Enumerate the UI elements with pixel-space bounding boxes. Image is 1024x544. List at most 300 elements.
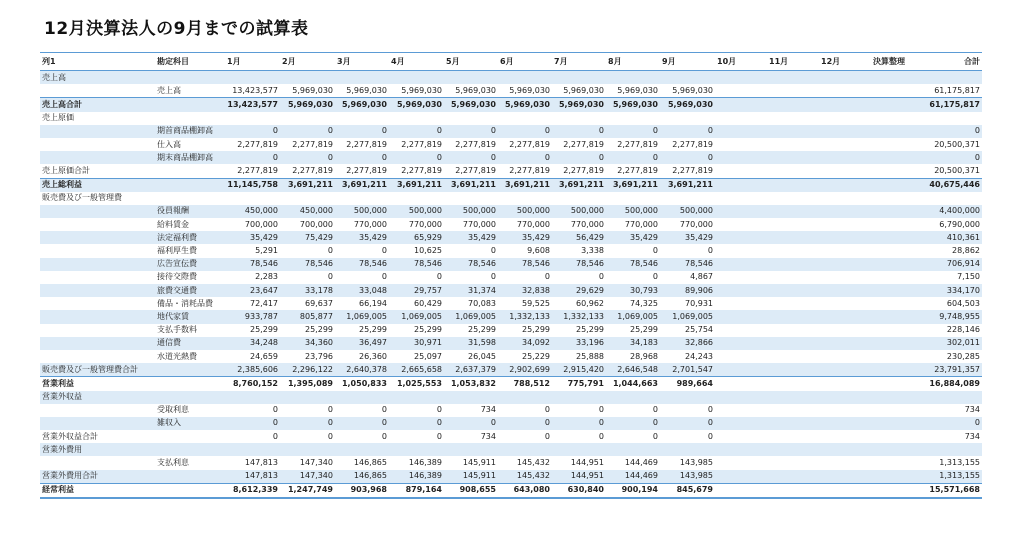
account-cell[interactable] (155, 363, 225, 377)
month-value-cell[interactable]: 1,069,005 (660, 310, 715, 323)
category-cell[interactable] (40, 138, 155, 151)
month-value-cell[interactable]: 1,044,663 (606, 377, 660, 391)
category-cell[interactable] (40, 456, 155, 469)
category-cell[interactable] (40, 297, 155, 310)
month-value-cell[interactable] (498, 112, 552, 125)
category-cell[interactable]: 販売費及び一般管理費 (42, 193, 122, 203)
month-value-cell[interactable]: 25,299 (305, 325, 333, 335)
month-value-cell[interactable]: 56,429 (552, 231, 606, 244)
total-cell[interactable]: 61,175,817 (934, 85, 980, 95)
column-header[interactable]: 11月 (767, 53, 819, 71)
month-value-cell[interactable]: 144,469 (624, 458, 658, 468)
month-value-cell[interactable]: 0 (606, 417, 660, 430)
month-value-cell[interactable]: 1,332,133 (498, 310, 552, 323)
empty-cell[interactable] (767, 470, 819, 484)
account-cell[interactable]: 期末商品棚卸高 (155, 151, 225, 164)
empty-cell[interactable] (871, 430, 925, 443)
month-value-cell[interactable] (498, 71, 552, 85)
account-cell[interactable] (155, 112, 225, 125)
month-value-cell[interactable] (444, 112, 498, 125)
month-value-cell[interactable]: 5,969,030 (509, 85, 550, 95)
empty-cell[interactable] (871, 205, 925, 218)
month-value-cell[interactable]: 25,299 (522, 325, 550, 335)
total-cell[interactable]: 28,862 (952, 246, 980, 256)
account-cell[interactable] (155, 443, 225, 456)
month-value-cell[interactable] (225, 112, 280, 125)
empty-cell[interactable] (767, 205, 819, 218)
empty-cell[interactable] (871, 483, 925, 498)
account-cell[interactable]: 水道光熱費 (157, 351, 197, 361)
category-cell[interactable]: 経常利益 (40, 483, 155, 498)
month-value-cell[interactable] (225, 391, 280, 404)
empty-cell[interactable] (715, 337, 767, 350)
month-value-cell[interactable]: 0 (327, 246, 333, 256)
total-cell[interactable]: 604,503 (946, 298, 980, 308)
empty-cell[interactable] (819, 125, 871, 138)
empty-cell[interactable] (767, 443, 819, 456)
month-value-cell[interactable]: 33,048 (335, 284, 389, 297)
month-value-cell[interactable] (552, 391, 606, 404)
month-value-cell[interactable]: 3,691,211 (606, 178, 660, 192)
account-cell[interactable]: 広告宣伝費 (155, 258, 225, 271)
account-cell[interactable]: 法定福利費 (155, 231, 225, 244)
month-value-cell[interactable]: 845,679 (660, 483, 715, 498)
month-value-cell[interactable]: 2,277,819 (563, 139, 604, 149)
empty-cell[interactable] (767, 231, 819, 244)
empty-cell[interactable] (767, 417, 819, 430)
category-cell[interactable] (40, 231, 155, 244)
total-cell[interactable] (925, 192, 982, 205)
account-cell[interactable]: 給料賃金 (157, 219, 189, 229)
month-value-cell[interactable]: 0 (225, 125, 280, 138)
category-cell[interactable]: 売上総利益 (40, 178, 155, 192)
month-value-cell[interactable] (552, 443, 606, 456)
category-cell[interactable]: 営業外収益 (40, 391, 155, 404)
month-value-cell[interactable]: 143,985 (679, 458, 713, 468)
empty-cell[interactable] (715, 363, 767, 377)
month-value-cell[interactable] (389, 443, 444, 456)
empty-cell[interactable] (767, 377, 819, 391)
month-value-cell[interactable]: 1,050,833 (335, 377, 389, 391)
month-value-cell[interactable]: 5,969,030 (660, 98, 715, 112)
empty-cell[interactable] (767, 456, 819, 469)
month-value-cell[interactable]: 5,969,030 (389, 98, 444, 112)
empty-cell[interactable] (767, 350, 819, 363)
category-cell[interactable] (40, 417, 155, 430)
account-cell[interactable]: 通信費 (155, 337, 225, 350)
month-value-cell[interactable]: 35,429 (335, 231, 389, 244)
total-cell[interactable]: 16,884,089 (925, 377, 982, 391)
empty-cell[interactable] (715, 71, 767, 85)
month-value-cell[interactable]: 0 (436, 272, 442, 282)
month-value-cell[interactable]: 5,969,030 (498, 98, 552, 112)
category-cell[interactable] (40, 205, 155, 218)
month-value-cell[interactable]: 1,247,749 (280, 483, 335, 498)
empty-cell[interactable] (715, 258, 767, 271)
month-value-cell[interactable] (552, 192, 606, 205)
month-value-cell[interactable]: 34,248 (225, 337, 280, 350)
empty-cell[interactable] (715, 391, 767, 404)
total-cell[interactable]: 1,313,155 (939, 458, 980, 468)
empty-cell[interactable] (871, 310, 925, 323)
empty-cell[interactable] (819, 71, 871, 85)
account-cell[interactable] (155, 164, 225, 178)
month-value-cell[interactable]: 0 (280, 125, 335, 138)
empty-cell[interactable] (871, 218, 925, 231)
month-value-cell[interactable]: 500,000 (335, 205, 389, 218)
month-value-cell[interactable]: 2,277,819 (672, 139, 713, 149)
empty-cell[interactable] (715, 112, 767, 125)
month-value-cell[interactable] (280, 391, 335, 404)
month-value-cell[interactable]: 145,911 (444, 470, 498, 484)
column-header[interactable]: 2月 (280, 53, 335, 71)
month-value-cell[interactable]: 8,760,152 (225, 377, 280, 391)
empty-cell[interactable] (767, 84, 819, 98)
month-value-cell[interactable]: 2,296,122 (280, 363, 335, 377)
month-value-cell[interactable]: 1,069,005 (444, 310, 498, 323)
empty-cell[interactable] (715, 324, 767, 337)
empty-cell[interactable] (871, 271, 925, 284)
total-cell[interactable]: 706,914 (925, 258, 982, 271)
column-header[interactable]: 10月 (715, 53, 767, 71)
month-value-cell[interactable] (660, 112, 715, 125)
column-header[interactable]: 8月 (606, 53, 660, 71)
month-value-cell[interactable]: 24,659 (250, 351, 278, 361)
month-value-cell[interactable]: 734 (480, 431, 496, 441)
empty-cell[interactable] (819, 98, 871, 112)
empty-cell[interactable] (819, 470, 871, 484)
month-value-cell[interactable]: 903,968 (335, 483, 389, 498)
month-value-cell[interactable] (606, 112, 660, 125)
empty-cell[interactable] (715, 377, 767, 391)
empty-cell[interactable] (767, 71, 819, 85)
month-value-cell[interactable]: 2,637,379 (444, 363, 498, 377)
month-value-cell[interactable]: 0 (552, 417, 606, 430)
month-value-cell[interactable]: 5,969,030 (292, 85, 333, 95)
month-value-cell[interactable]: 0 (335, 151, 389, 164)
total-cell[interactable]: 23,791,357 (925, 363, 982, 377)
total-cell[interactable] (925, 112, 982, 125)
empty-cell[interactable] (715, 443, 767, 456)
month-value-cell[interactable]: 4,867 (690, 272, 713, 282)
empty-cell[interactable] (819, 417, 871, 430)
month-value-cell[interactable]: 3,691,211 (552, 178, 606, 192)
month-value-cell[interactable]: 788,512 (498, 377, 552, 391)
empty-cell[interactable] (819, 443, 871, 456)
month-value-cell[interactable]: 0 (544, 431, 550, 441)
column-header[interactable]: 3月 (335, 53, 389, 71)
month-value-cell[interactable] (280, 71, 335, 85)
month-value-cell[interactable]: 0 (544, 272, 550, 282)
category-cell[interactable] (40, 337, 155, 350)
month-value-cell[interactable]: 3,691,211 (280, 178, 335, 192)
month-value-cell[interactable]: 1,069,005 (389, 310, 444, 323)
month-value-cell[interactable]: 2,277,819 (509, 139, 550, 149)
category-cell[interactable] (40, 284, 155, 297)
total-cell[interactable] (925, 391, 982, 404)
total-cell[interactable]: 410,361 (925, 231, 982, 244)
category-cell[interactable]: 売上高 (40, 71, 155, 85)
empty-cell[interactable] (819, 337, 871, 350)
month-value-cell[interactable]: 500,000 (660, 205, 715, 218)
month-value-cell[interactable]: 0 (652, 405, 658, 415)
month-value-cell[interactable] (335, 443, 389, 456)
month-value-cell[interactable]: 770,000 (516, 219, 550, 229)
column-header[interactable]: 6月 (498, 53, 552, 71)
account-cell[interactable]: 接待交際費 (157, 272, 197, 282)
empty-cell[interactable] (715, 98, 767, 112)
month-value-cell[interactable]: 78,546 (389, 258, 444, 271)
month-value-cell[interactable]: 145,432 (498, 470, 552, 484)
empty-cell[interactable] (767, 271, 819, 284)
month-value-cell[interactable]: 24,243 (685, 351, 713, 361)
empty-cell[interactable] (819, 138, 871, 151)
month-value-cell[interactable] (498, 192, 552, 205)
category-cell[interactable]: 営業外費用合計 (40, 470, 155, 484)
empty-cell[interactable] (767, 98, 819, 112)
empty-cell[interactable] (715, 271, 767, 284)
month-value-cell[interactable] (552, 112, 606, 125)
month-value-cell[interactable]: 70,083 (468, 298, 496, 308)
month-value-cell[interactable]: 3,691,211 (389, 178, 444, 192)
month-value-cell[interactable]: 13,423,577 (225, 98, 280, 112)
month-value-cell[interactable]: 0 (544, 405, 550, 415)
month-value-cell[interactable]: 25,229 (522, 351, 550, 361)
account-cell[interactable]: 地代家賃 (155, 310, 225, 323)
empty-cell[interactable] (819, 151, 871, 164)
month-value-cell[interactable]: 500,000 (389, 205, 444, 218)
month-value-cell[interactable]: 900,194 (606, 483, 660, 498)
month-value-cell[interactable]: 1,069,005 (335, 310, 389, 323)
empty-cell[interactable] (715, 350, 767, 363)
empty-cell[interactable] (871, 84, 925, 98)
category-cell[interactable]: 営業外費用 (40, 443, 155, 456)
empty-cell[interactable] (767, 112, 819, 125)
month-value-cell[interactable]: 146,389 (408, 458, 442, 468)
total-cell[interactable]: 230,285 (946, 351, 980, 361)
empty-cell[interactable] (715, 417, 767, 430)
month-value-cell[interactable]: 0 (552, 151, 606, 164)
month-value-cell[interactable]: 0 (272, 431, 278, 441)
total-cell[interactable]: 302,011 (925, 337, 982, 350)
month-value-cell[interactable]: 2,277,819 (292, 139, 333, 149)
month-value-cell[interactable]: 60,962 (576, 298, 604, 308)
empty-cell[interactable] (715, 231, 767, 244)
month-value-cell[interactable]: 25,299 (630, 325, 658, 335)
month-value-cell[interactable] (606, 192, 660, 205)
month-value-cell[interactable]: 0 (598, 431, 604, 441)
month-value-cell[interactable]: 0 (498, 151, 552, 164)
empty-cell[interactable] (871, 337, 925, 350)
empty-cell[interactable] (871, 112, 925, 125)
month-value-cell[interactable]: 2,277,819 (346, 165, 387, 175)
month-value-cell[interactable]: 0 (707, 405, 713, 415)
month-value-cell[interactable]: 1,053,832 (444, 377, 498, 391)
month-value-cell[interactable]: 143,985 (660, 470, 715, 484)
month-value-cell[interactable]: 30,793 (606, 284, 660, 297)
empty-cell[interactable] (871, 324, 925, 337)
month-value-cell[interactable]: 25,888 (576, 351, 604, 361)
month-value-cell[interactable]: 0 (436, 405, 442, 415)
empty-cell[interactable] (767, 192, 819, 205)
empty-cell[interactable] (819, 218, 871, 231)
month-value-cell[interactable]: 989,664 (660, 377, 715, 391)
month-value-cell[interactable]: 500,000 (552, 205, 606, 218)
total-cell[interactable]: 1,313,155 (925, 470, 982, 484)
month-value-cell[interactable]: 31,598 (444, 337, 498, 350)
column-header[interactable]: 5月 (444, 53, 498, 71)
empty-cell[interactable] (767, 258, 819, 271)
month-value-cell[interactable]: 0 (652, 431, 658, 441)
month-value-cell[interactable]: 78,546 (225, 258, 280, 271)
month-value-cell[interactable] (280, 192, 335, 205)
category-cell[interactable]: 売上高合計 (40, 98, 155, 112)
month-value-cell[interactable]: 145,911 (462, 458, 496, 468)
month-value-cell[interactable]: 0 (606, 151, 660, 164)
month-value-cell[interactable]: 5,969,030 (672, 85, 713, 95)
month-value-cell[interactable] (335, 112, 389, 125)
month-value-cell[interactable]: 11,145,758 (225, 178, 280, 192)
month-value-cell[interactable]: 2,277,819 (509, 165, 550, 175)
account-cell[interactable] (155, 178, 225, 192)
month-value-cell[interactable]: 770,000 (570, 219, 604, 229)
total-cell[interactable]: 6,790,000 (939, 219, 980, 229)
column-header[interactable]: 1月 (225, 53, 280, 71)
month-value-cell[interactable]: 13,423,577 (232, 85, 278, 95)
column-header[interactable]: 合計 (925, 53, 982, 71)
month-value-cell[interactable]: 2,646,548 (606, 363, 660, 377)
month-value-cell[interactable]: 1,025,553 (389, 377, 444, 391)
month-value-cell[interactable] (552, 71, 606, 85)
account-cell[interactable]: 売上高 (157, 85, 181, 95)
empty-cell[interactable] (767, 284, 819, 297)
category-cell[interactable] (40, 258, 155, 271)
month-value-cell[interactable]: 74,325 (630, 298, 658, 308)
account-cell[interactable] (155, 483, 225, 498)
month-value-cell[interactable]: 2,915,420 (552, 363, 606, 377)
month-value-cell[interactable]: 5,969,030 (455, 85, 496, 95)
month-value-cell[interactable] (606, 443, 660, 456)
month-value-cell[interactable]: 0 (444, 151, 498, 164)
month-value-cell[interactable]: 31,374 (444, 284, 498, 297)
total-cell[interactable]: 734 (964, 405, 980, 415)
month-value-cell[interactable]: 25,299 (414, 325, 442, 335)
total-cell[interactable] (925, 71, 982, 85)
total-cell[interactable]: 20,500,371 (934, 139, 980, 149)
empty-cell[interactable] (715, 125, 767, 138)
month-value-cell[interactable]: 0 (335, 417, 389, 430)
category-cell[interactable] (40, 125, 155, 138)
month-value-cell[interactable]: 450,000 (225, 205, 280, 218)
month-value-cell[interactable]: 2,277,819 (617, 165, 658, 175)
column-header[interactable]: 4月 (389, 53, 444, 71)
month-value-cell[interactable]: 3,691,211 (660, 178, 715, 192)
category-cell[interactable]: 売上原価合計 (42, 165, 90, 175)
month-value-cell[interactable]: 700,000 (299, 219, 333, 229)
month-value-cell[interactable] (389, 391, 444, 404)
empty-cell[interactable] (871, 151, 925, 164)
month-value-cell[interactable]: 0 (327, 431, 333, 441)
month-value-cell[interactable]: 25,299 (468, 325, 496, 335)
month-value-cell[interactable]: 2,640,378 (335, 363, 389, 377)
empty-cell[interactable] (715, 404, 767, 417)
empty-cell[interactable] (871, 391, 925, 404)
empty-cell[interactable] (871, 377, 925, 391)
month-value-cell[interactable]: 0 (498, 417, 552, 430)
empty-cell[interactable] (819, 112, 871, 125)
total-cell[interactable]: 334,170 (925, 284, 982, 297)
month-value-cell[interactable]: 2,665,658 (389, 363, 444, 377)
month-value-cell[interactable]: 29,629 (552, 284, 606, 297)
empty-cell[interactable] (819, 205, 871, 218)
month-value-cell[interactable]: 5,969,030 (563, 85, 604, 95)
empty-cell[interactable] (715, 164, 767, 178)
month-value-cell[interactable]: 0 (389, 151, 444, 164)
empty-cell[interactable] (715, 205, 767, 218)
month-value-cell[interactable]: 25,299 (250, 325, 278, 335)
empty-cell[interactable] (715, 138, 767, 151)
empty-cell[interactable] (819, 483, 871, 498)
month-value-cell[interactable]: 0 (436, 431, 442, 441)
month-value-cell[interactable]: 700,000 (244, 219, 278, 229)
empty-cell[interactable] (767, 151, 819, 164)
account-cell[interactable] (155, 71, 225, 85)
total-cell[interactable]: 9,748,955 (925, 310, 982, 323)
month-value-cell[interactable]: 25,097 (414, 351, 442, 361)
month-value-cell[interactable]: 3,691,211 (498, 178, 552, 192)
month-value-cell[interactable]: 5,291 (255, 246, 278, 256)
month-value-cell[interactable]: 450,000 (280, 205, 335, 218)
empty-cell[interactable] (871, 443, 925, 456)
empty-cell[interactable] (715, 192, 767, 205)
month-value-cell[interactable]: 5,969,030 (444, 98, 498, 112)
month-value-cell[interactable] (389, 112, 444, 125)
empty-cell[interactable] (715, 84, 767, 98)
month-value-cell[interactable]: 5,969,030 (280, 98, 335, 112)
month-value-cell[interactable] (225, 71, 280, 85)
empty-cell[interactable] (767, 310, 819, 323)
month-value-cell[interactable]: 78,546 (660, 258, 715, 271)
category-cell[interactable]: 営業外収益合計 (42, 431, 98, 441)
month-value-cell[interactable]: 25,754 (685, 325, 713, 335)
month-value-cell[interactable]: 775,791 (552, 377, 606, 391)
month-value-cell[interactable]: 3,338 (581, 246, 604, 256)
empty-cell[interactable] (819, 164, 871, 178)
empty-cell[interactable] (819, 456, 871, 469)
category-cell[interactable] (40, 404, 155, 417)
empty-cell[interactable] (767, 164, 819, 178)
account-cell[interactable]: 役員報酬 (155, 205, 225, 218)
empty-cell[interactable] (871, 284, 925, 297)
month-value-cell[interactable] (335, 192, 389, 205)
month-value-cell[interactable]: 0 (335, 125, 389, 138)
empty-cell[interactable] (767, 178, 819, 192)
month-value-cell[interactable]: 5,969,030 (617, 85, 658, 95)
total-cell[interactable]: 7,150 (957, 272, 980, 282)
month-value-cell[interactable] (660, 391, 715, 404)
month-value-cell[interactable]: 29,757 (389, 284, 444, 297)
empty-cell[interactable] (819, 404, 871, 417)
month-value-cell[interactable]: 2,701,547 (660, 363, 715, 377)
empty-cell[interactable] (819, 363, 871, 377)
empty-cell[interactable] (715, 151, 767, 164)
empty-cell[interactable] (767, 125, 819, 138)
month-value-cell[interactable]: 770,000 (679, 219, 713, 229)
total-cell[interactable]: 20,500,371 (934, 165, 980, 175)
month-value-cell[interactable]: 630,840 (552, 483, 606, 498)
empty-cell[interactable] (767, 483, 819, 498)
month-value-cell[interactable]: 35,429 (225, 231, 280, 244)
